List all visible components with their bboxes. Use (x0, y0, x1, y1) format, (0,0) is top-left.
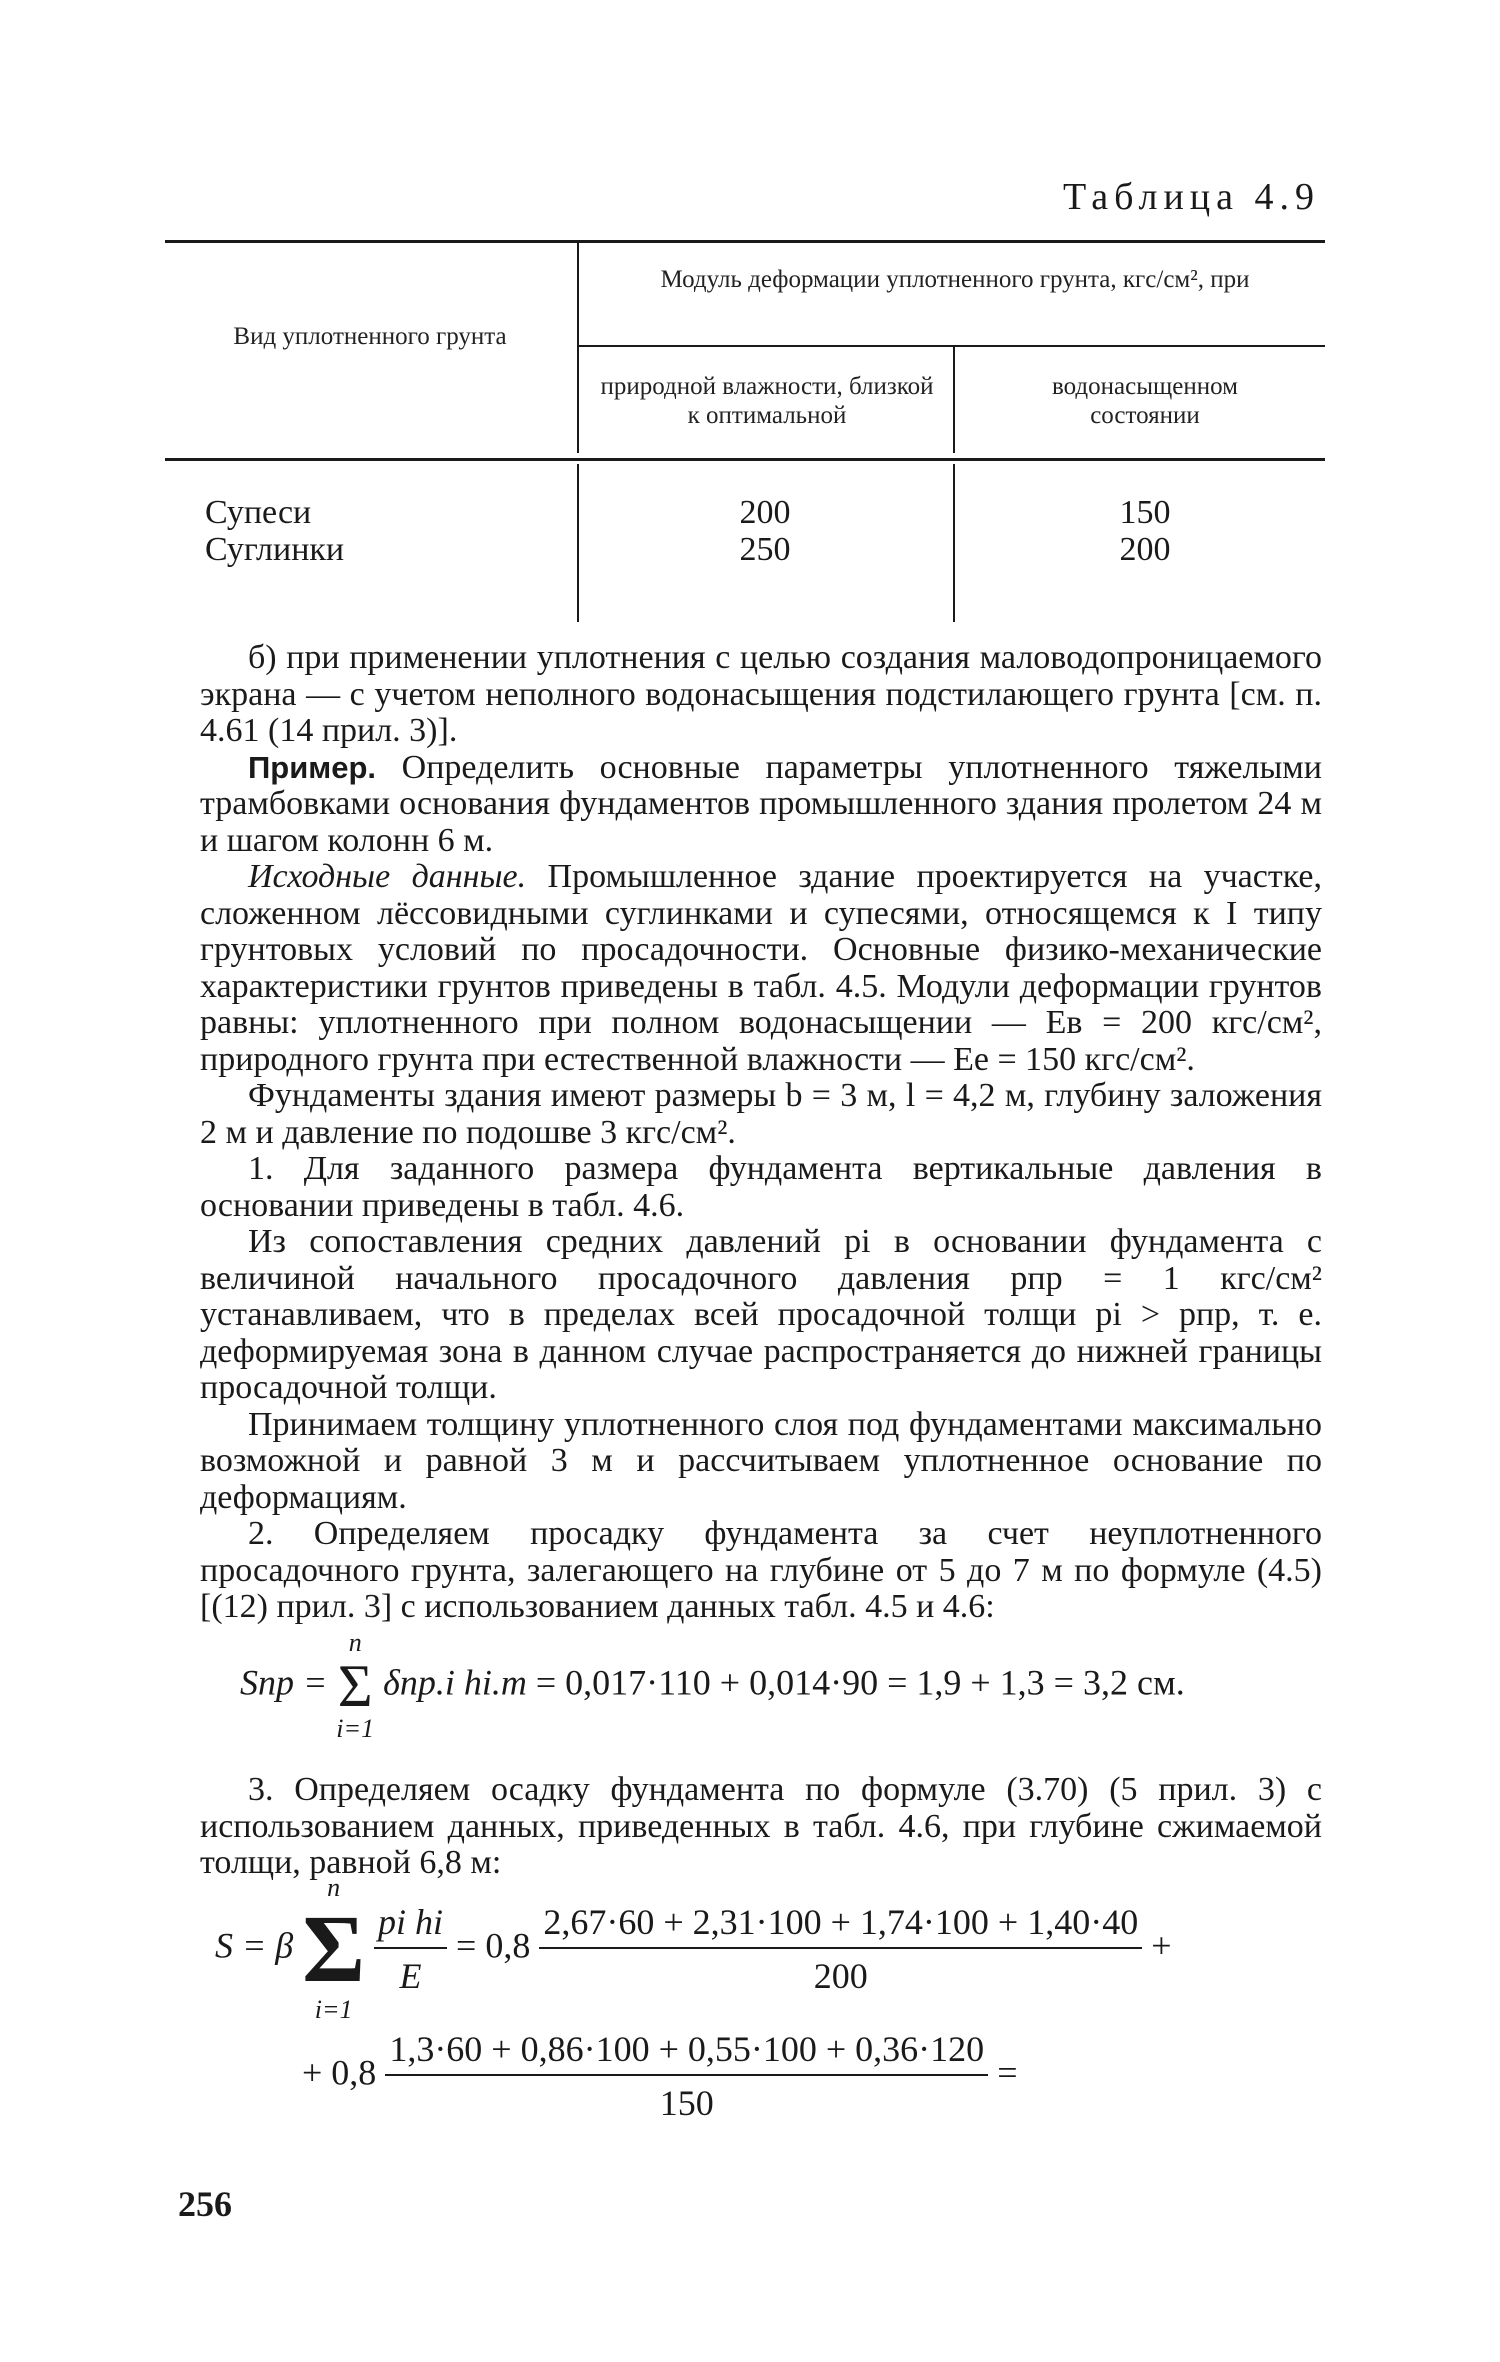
fraction-1 (539, 1901, 1142, 1997)
term-denominator: E (399, 1956, 422, 1996)
table-divider-1-body (577, 464, 579, 622)
paragraph: 2. Определяем просадку фундамента за счет неуплотненного просадочного грунта, залегающего на глубине от 5 до 7 м по формуле (4.5) [(12) прил. 3] с использованием данных табл. 4.5 и 4.6: (200, 1515, 1322, 1625)
formula1-term: δпр.i hi.m (383, 1662, 527, 1703)
row-saturated-value: 150 (1119, 494, 1171, 531)
fraction-2-denominator: 150 (659, 2083, 714, 2123)
sum-sign (336, 1630, 374, 1742)
sum-bottom: i=1 (314, 1995, 353, 2024)
fraction-1-denominator: 200 (813, 1956, 868, 1996)
header-saturated: водонасыщенном состоянии (1052, 373, 1238, 429)
fraction-2 (385, 2028, 988, 2124)
table-divider-2 (953, 347, 955, 453)
table-header-rule (165, 458, 1325, 461)
body-text-block-1 (200, 640, 1322, 1626)
row-saturated-value: 200 (1119, 531, 1171, 568)
sum-top: n (348, 1628, 362, 1657)
body-text-block-2 (200, 1772, 1322, 1882)
paragraph: 3. Определяем осадку фундамента по формуле (3.70) (5 прил. 3) с использованием данных, приведенных в табл. 4.6, при глубине сжимаемой толщи, равной 6,8 м: (200, 1771, 1322, 1881)
term-numerator: pi hi (374, 1901, 447, 1949)
formula-subsidence (240, 1630, 1185, 1742)
row-soil-name: Супеси (205, 494, 312, 531)
example-lead: Пример. (248, 749, 376, 785)
sum-top: n (327, 1873, 341, 1902)
paragraph: б) при применении уплотнения с целью создания маловодопроницаемого экрана — с учетом неполного водонасыщения подстилающего грунта [см. п. 4.61 (14 прил. 3)]. (200, 639, 1322, 749)
fraction-term (374, 1901, 447, 1997)
formula-settlement-continued (302, 2028, 1018, 2124)
table-top-rule (165, 240, 1325, 243)
coefficient-1: = 0,8 (456, 1925, 531, 1966)
formula2-lhs: S = β (215, 1925, 294, 1966)
sum-sign (302, 1875, 365, 2023)
row-natural-value: 250 (739, 531, 791, 568)
page-number: 256 (178, 2184, 232, 2224)
header-deformation-modulus: Модуль деформации уплотненного грунта, кгс/см², при (660, 266, 1250, 293)
coefficient-2: + 0,8 (302, 2052, 377, 2093)
initial-data-lead: Исходные данные. (248, 858, 527, 895)
sum-bottom: i=1 (336, 1714, 375, 1743)
sigma-glyph: Σ (337, 1653, 373, 1719)
equals-sign: = (997, 2052, 1018, 2093)
fraction-2-numerator: 1,3·60 + 0,86·100 + 0,55·100 + 0,36·120 (385, 2028, 988, 2076)
paragraph: Фундаменты здания имеют размеры b = 3 м, l = 4,2 м, глубину заложения 2 м и давление по подошве 3 кгс/см². (200, 1077, 1322, 1151)
paragraph: Принимаем толщину уплотненного слоя под фундаментами максимально возможной и равной 3 м и рассчитываем уплотненное основание по деформациям. (200, 1405, 1322, 1516)
formula-settlement (215, 1875, 1172, 2023)
plus-sign: + (1151, 1925, 1172, 1966)
table-subheader-rule (578, 345, 1325, 347)
paragraph-initial-data (200, 859, 1322, 1078)
paragraph: 1. Для заданного размера фундамента вертикальные давления в основании приведены в табл. 4.6. (200, 1150, 1322, 1224)
paragraph-example (200, 750, 1322, 860)
example-text: Определить основные параметры уплотненного тяжелыми трамбовками основания фундаментов промышленного здания пролетом 24 м и шагом колонн 6 м. (200, 748, 1322, 859)
header-natural-moisture: природной влажности, близкой к оптимальной (600, 373, 934, 429)
formula1-rhs: = 0,017·110 + 0,014·90 = 1,9 + 1,3 = 3,2 см. (535, 1662, 1185, 1703)
sigma-glyph: Σ (302, 1895, 365, 2002)
row-natural-value: 200 (739, 494, 791, 531)
fraction-1-numerator: 2,67·60 + 2,31·100 + 1,74·100 + 1,40·40 (539, 1901, 1142, 1949)
table-divider-2-body (953, 464, 955, 622)
paragraph: Из сопоставления средних давлений pi в основании фундамента с величиной начального просадочного давления pпр = 1 кгс/см² устанавливаем, что в пределах всей просадочной толщи pi > pпр, т. е. деформируемая зона в данном случае распространяется до нижней границы просадочной толщи. (200, 1223, 1322, 1406)
table-title: Таблица 4.9 (1062, 176, 1320, 218)
header-soil-type: Вид уплотненного грунта (233, 323, 507, 350)
formula1-lhs: Sпр = (240, 1662, 328, 1703)
initial-data-text: Промышленное здание проектируется на участке, сложенном лёссовидными суглинками и супесями, относящемся к I типу грунтовых условий по просадочности. Основные физико-механические характеристики грунтов приведены в табл. 4.5. Модули деформации грунтов равны: уплотненного при полном водонасыщении — Eв = 200 кгс/см², природного грунта при естественной влажности — Eе = 150 кгс/см². (200, 858, 1322, 1078)
table-divider-1 (577, 243, 579, 453)
row-soil-name: Суглинки (205, 531, 345, 568)
